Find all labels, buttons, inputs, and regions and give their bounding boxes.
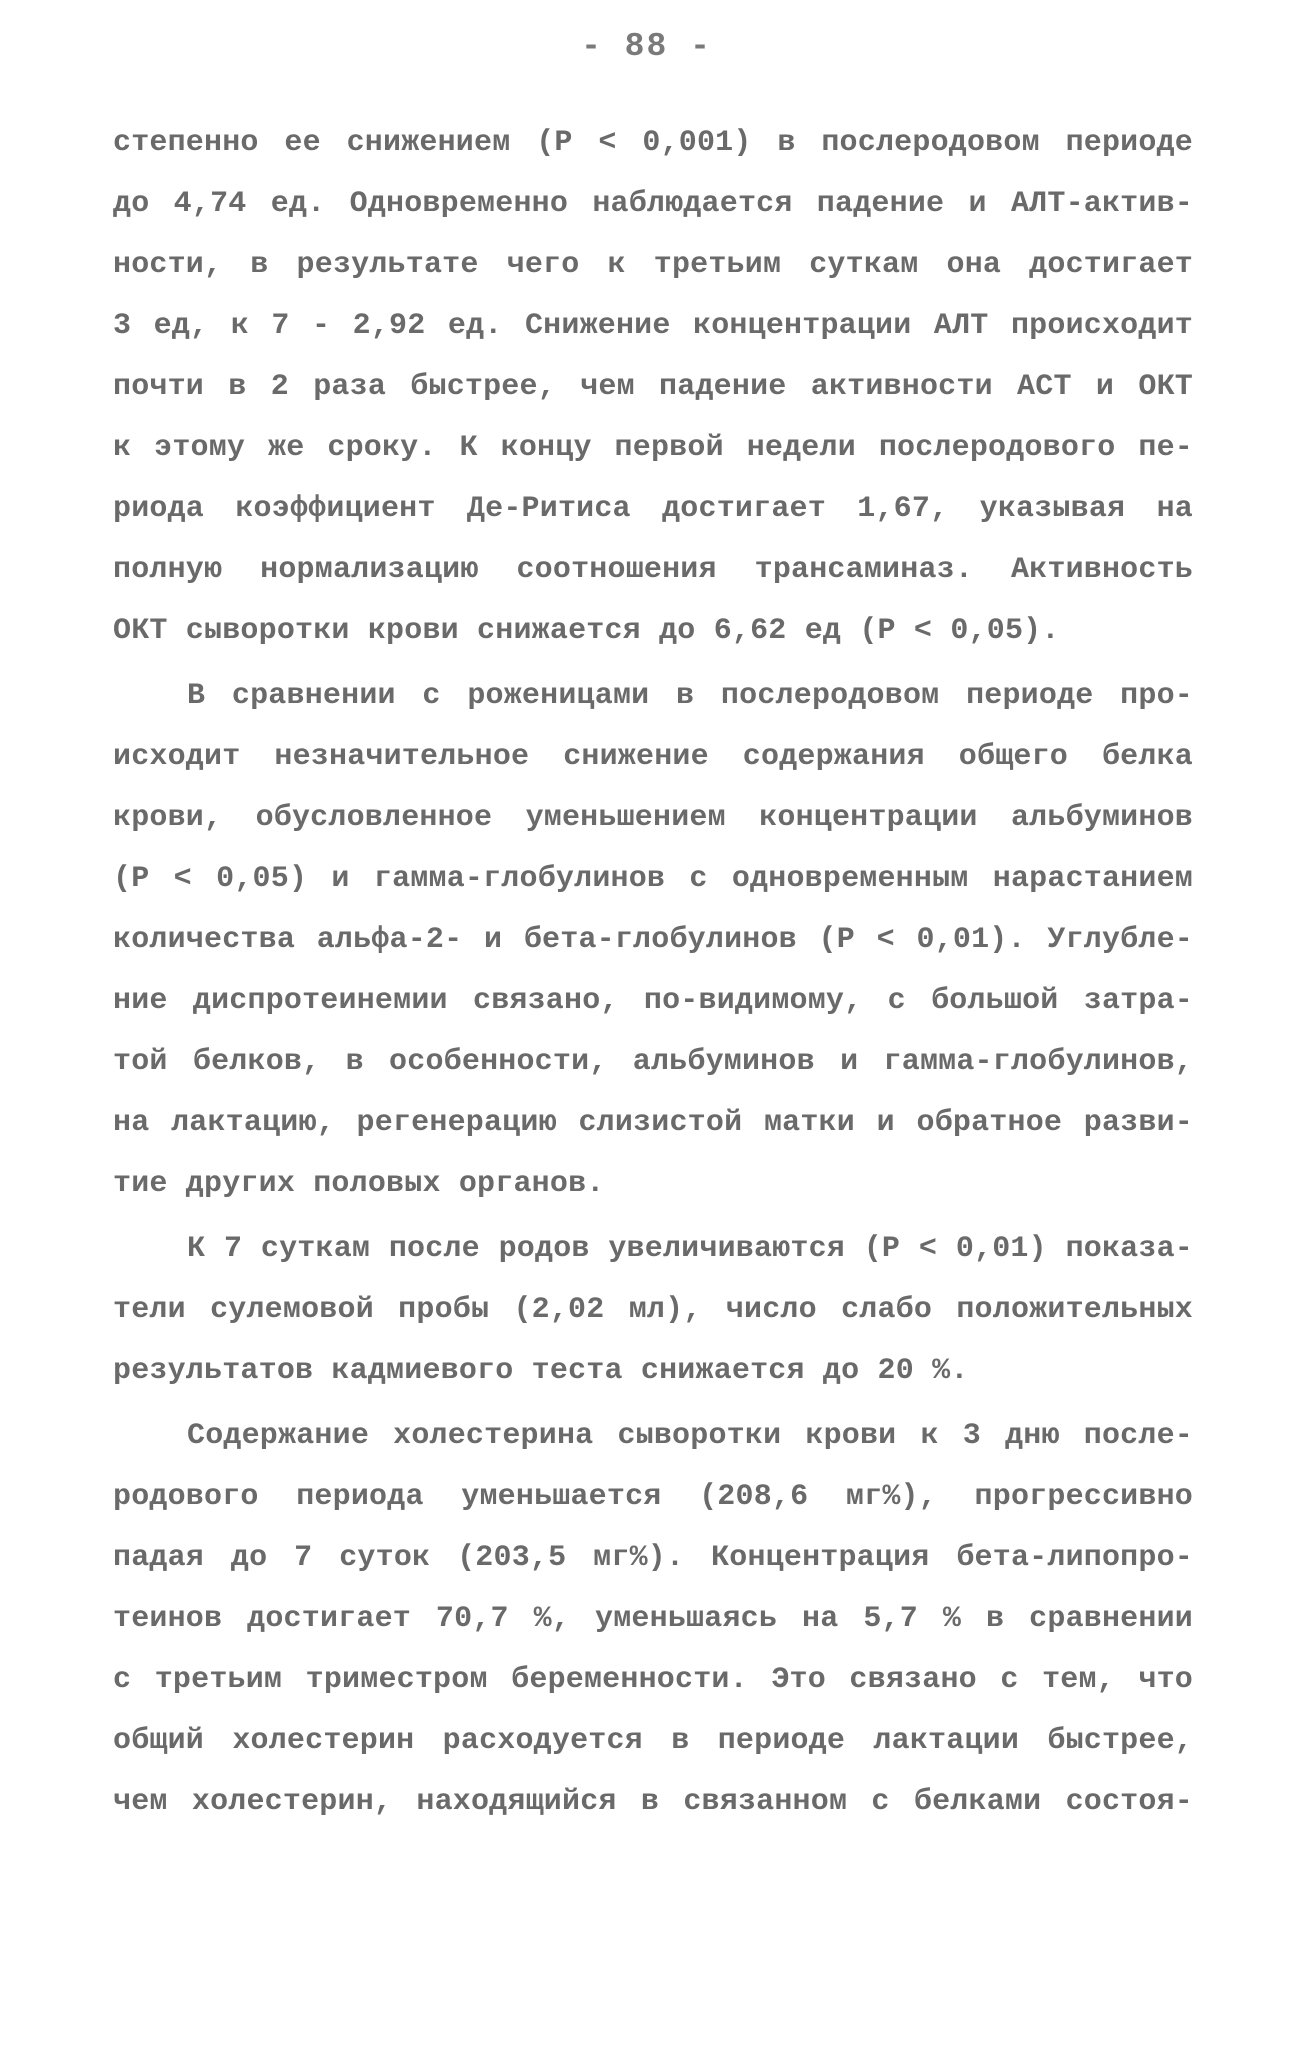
- text-line: В сравнении с роженицами в послеродовом периоде про-: [187, 679, 1193, 713]
- text-line: чем холестерин, находящийся в связанном с белками состоя-: [113, 1785, 1193, 1819]
- paragraph-1: [113, 113, 1193, 662]
- text-line: общий холестерин расходуется в периоде лактации быстрее,: [113, 1724, 1193, 1758]
- text-line: теинов достигает 70,7 %, уменьшаясь на 5,7 % в сравнении: [113, 1602, 1193, 1636]
- text-line: той белков, в особенности, альбуминов и гамма-глобулинов,: [113, 1045, 1193, 1079]
- text-line: Содержание холестерина сыворотки крови к 3 дню после-: [187, 1419, 1193, 1453]
- body-text: [113, 113, 1193, 1833]
- text-line: количества альфа-2- и бета-глобулинов (P < 0,01). Углубле-: [113, 923, 1193, 957]
- paragraph-2: [113, 666, 1193, 1215]
- paragraph-4: [113, 1406, 1193, 1833]
- text-line: исходит незначительное снижение содержания общего белка: [113, 740, 1193, 774]
- text-line: ОКТ сыворотки крови снижается до 6,62 ед (P < 0,05).: [113, 614, 1060, 648]
- text-line: к этому же сроку. К концу первой недели послеродового пе-: [113, 431, 1193, 465]
- text-line: с третьим триместром беременности. Это связано с тем, что: [113, 1663, 1193, 1697]
- text-line: почти в 2 раза быстрее, чем падение активности АСТ и ОКТ: [113, 370, 1193, 404]
- paragraph-3: [113, 1219, 1193, 1402]
- text-line: К 7 суткам после родов увеличиваются (P < 0,01) показа-: [187, 1232, 1193, 1266]
- text-line: тели сулемовой пробы (2,02 мл), число слабо положительных: [113, 1293, 1193, 1327]
- text-line: степенно ее снижением (P < 0,001) в послеродовом периоде: [113, 126, 1193, 160]
- text-line: полную нормализацию соотношения трансаминаз. Активность: [113, 553, 1193, 587]
- text-line: на лактацию, регенерацию слизистой матки и обратное разви-: [113, 1106, 1193, 1140]
- text-line: тие других половых органов.: [113, 1167, 605, 1201]
- text-line: крови, обусловленное уменьшением концентрации альбуминов: [113, 801, 1193, 835]
- text-line: родового периода уменьшается (208,6 мг%), прогрессивно: [113, 1480, 1193, 1514]
- text-line: результатов кадмиевого теста снижается до 20 %.: [113, 1354, 969, 1388]
- page-number: - 88 -: [581, 28, 712, 65]
- text-line: 3 ед, к 7 - 2,92 ед. Снижение концентрации АЛТ происходит: [113, 309, 1193, 343]
- text-line: до 4,74 ед. Одновременно наблюдается падение и АЛТ-актив-: [113, 187, 1193, 221]
- text-line: риода коэффициент Де-Ритиса достигает 1,67, указывая на: [113, 492, 1193, 526]
- text-line: ние диспротеинемии связано, по-видимому, с большой затра-: [113, 984, 1193, 1018]
- text-line: падая до 7 суток (203,5 мг%). Концентрация бета-липопро-: [113, 1541, 1193, 1575]
- text-line: ности, в результате чего к третьим суткам она достигает: [113, 248, 1193, 282]
- text-line: (P < 0,05) и гамма-глобулинов с одновременным нарастанием: [113, 862, 1193, 896]
